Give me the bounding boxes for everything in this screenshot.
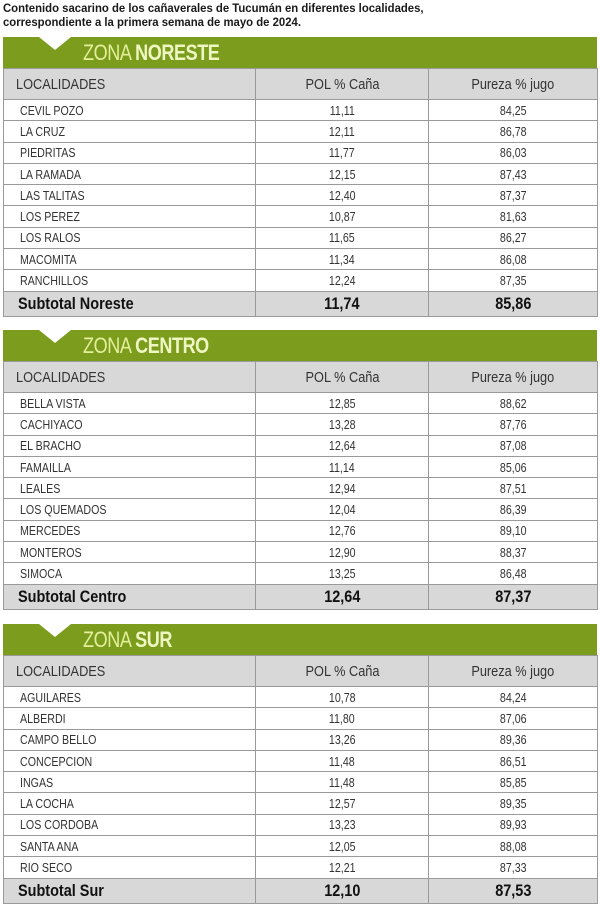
column-header-row — [4, 69, 598, 100]
column-header-localidades: LOCALIDADES — [4, 656, 256, 687]
localidad-cell: SIMOCA — [4, 563, 256, 584]
pureza-cell: 89,35 — [429, 793, 598, 814]
caption-line-2: correspondiente a la primera semana de mayo de 2024. — [3, 14, 301, 29]
localidad-cell: MACOMITA — [4, 249, 256, 270]
localidad-cell: LOS CORDOBA — [4, 814, 256, 835]
table-row — [4, 393, 598, 414]
table-row — [4, 708, 598, 729]
table-row — [4, 729, 598, 750]
localidad-cell: LOS QUEMADOS — [4, 499, 256, 520]
zone-header-band — [3, 330, 597, 361]
pureza-cell: 87,37 — [429, 185, 598, 206]
localidad-cell: BELLA VISTA — [4, 393, 256, 414]
localidad-cell: LA CRUZ — [4, 121, 256, 142]
localidad-cell: LA RAMADA — [4, 163, 256, 184]
pureza-cell: 86,78 — [429, 121, 598, 142]
pol-cell: 12,15 — [256, 163, 429, 184]
localidad-cell: RIO SECO — [4, 857, 256, 878]
notch-arrow-icon — [39, 37, 71, 50]
pureza-cell: 89,36 — [429, 729, 598, 750]
pol-cell: 12,05 — [256, 836, 429, 857]
subtotal-pureza: 85,86 — [429, 291, 598, 316]
table-row — [4, 687, 598, 708]
caption — [3, 2, 555, 29]
localidad-cell: MONTEROS — [4, 542, 256, 563]
pureza-cell: 87,06 — [429, 708, 598, 729]
pureza-cell: 87,76 — [429, 414, 598, 435]
column-header-pol: POL % Caña — [256, 362, 429, 393]
table-row — [4, 414, 598, 435]
localidad-cell: PIEDRITAS — [4, 142, 256, 163]
pureza-cell: 85,06 — [429, 456, 598, 477]
column-header-localidades: LOCALIDADES — [4, 362, 256, 393]
column-header-row — [4, 362, 598, 393]
localidad-cell: SANTA ANA — [4, 836, 256, 857]
zone-table — [3, 68, 598, 317]
zone-sur — [3, 624, 597, 904]
localidad-cell: EL BRACHO — [4, 435, 256, 456]
pol-cell: 11,48 — [256, 750, 429, 771]
pol-cell: 11,65 — [256, 227, 429, 248]
zone-table — [3, 655, 598, 904]
zone-header-band — [3, 624, 597, 655]
localidad-cell: LA COCHA — [4, 793, 256, 814]
column-header-localidades: LOCALIDADES — [4, 69, 256, 100]
table-row — [4, 793, 598, 814]
pol-cell: 11,11 — [256, 100, 429, 121]
pureza-cell: 89,93 — [429, 814, 598, 835]
subtotal-row — [4, 878, 598, 903]
table-row — [4, 142, 598, 163]
subtotal-label: Subtotal Sur — [4, 878, 256, 903]
column-header-pureza: Pureza % jugo — [429, 362, 598, 393]
subtotal-pol: 12,10 — [256, 878, 429, 903]
table-row — [4, 857, 598, 878]
table-row — [4, 750, 598, 771]
pureza-cell: 81,63 — [429, 206, 598, 227]
pol-cell: 10,87 — [256, 206, 429, 227]
table-row — [4, 206, 598, 227]
pol-cell: 12,76 — [256, 520, 429, 541]
table-row — [4, 836, 598, 857]
table-row — [4, 478, 598, 499]
subtotal-pureza: 87,53 — [429, 878, 598, 903]
table-row — [4, 456, 598, 477]
pol-cell: 11,77 — [256, 142, 429, 163]
pol-cell: 13,28 — [256, 414, 429, 435]
zone-centro — [3, 330, 597, 610]
notch-arrow-icon — [39, 624, 71, 637]
pol-cell: 11,48 — [256, 772, 429, 793]
table-row — [4, 163, 598, 184]
subtotal-row — [4, 584, 598, 609]
pol-cell: 12,85 — [256, 393, 429, 414]
zone-title: ZONA CENTRO — [83, 333, 209, 358]
localidad-cell: MERCEDES — [4, 520, 256, 541]
localidad-cell: LAS TALITAS — [4, 185, 256, 206]
pureza-cell: 89,10 — [429, 520, 598, 541]
pol-cell: 11,80 — [256, 708, 429, 729]
localidad-cell: CACHIYACO — [4, 414, 256, 435]
pol-cell: 12,64 — [256, 435, 429, 456]
localidad-cell: ALBERDI — [4, 708, 256, 729]
pureza-cell: 87,33 — [429, 857, 598, 878]
pureza-cell: 86,48 — [429, 563, 598, 584]
pol-cell: 12,24 — [256, 270, 429, 291]
pureza-cell: 86,51 — [429, 750, 598, 771]
pol-cell: 12,04 — [256, 499, 429, 520]
localidad-cell: INGAS — [4, 772, 256, 793]
table-row — [4, 185, 598, 206]
pureza-cell: 84,24 — [429, 687, 598, 708]
subtotal-pol: 11,74 — [256, 291, 429, 316]
zone-header-band — [3, 37, 597, 68]
table-row — [4, 499, 598, 520]
localidad-cell: LOS RALOS — [4, 227, 256, 248]
table-row — [4, 542, 598, 563]
column-header-pol: POL % Caña — [256, 69, 429, 100]
pureza-cell: 87,43 — [429, 163, 598, 184]
table-row — [4, 520, 598, 541]
column-header-row — [4, 656, 598, 687]
subtotal-pureza: 87,37 — [429, 584, 598, 609]
table-row — [4, 121, 598, 142]
pol-cell: 12,94 — [256, 478, 429, 499]
table-row — [4, 249, 598, 270]
pol-cell: 13,23 — [256, 814, 429, 835]
pol-cell: 13,25 — [256, 563, 429, 584]
table-row — [4, 435, 598, 456]
zone-title: ZONA NORESTE — [83, 40, 220, 65]
caption-line-1: Contenido sacarino de los cañaverales de Tucumán en diferentes localidades, — [3, 1, 424, 15]
pol-cell: 10,78 — [256, 687, 429, 708]
pol-cell: 12,57 — [256, 793, 429, 814]
table-row — [4, 563, 598, 584]
pureza-cell: 88,08 — [429, 836, 598, 857]
localidad-cell: LEALES — [4, 478, 256, 499]
pureza-cell: 87,08 — [429, 435, 598, 456]
pol-cell: 13,26 — [256, 729, 429, 750]
pureza-cell: 86,39 — [429, 499, 598, 520]
pol-cell: 12,40 — [256, 185, 429, 206]
subtotal-label: Subtotal Noreste — [4, 291, 256, 316]
subtotal-pol: 12,64 — [256, 584, 429, 609]
zone-table — [3, 361, 598, 610]
pureza-cell: 87,51 — [429, 478, 598, 499]
column-header-pol: POL % Caña — [256, 656, 429, 687]
pureza-cell: 85,85 — [429, 772, 598, 793]
localidad-cell: AGUILARES — [4, 687, 256, 708]
zone-noreste — [3, 37, 597, 317]
pureza-cell: 86,27 — [429, 227, 598, 248]
notch-arrow-icon — [39, 330, 71, 343]
pureza-cell: 88,37 — [429, 542, 598, 563]
table-row — [4, 814, 598, 835]
column-header-pureza: Pureza % jugo — [429, 656, 598, 687]
pol-cell: 12,90 — [256, 542, 429, 563]
pureza-cell: 88,62 — [429, 393, 598, 414]
pol-cell: 12,21 — [256, 857, 429, 878]
pureza-cell: 86,03 — [429, 142, 598, 163]
localidad-cell: FAMAILLA — [4, 456, 256, 477]
subtotal-row — [4, 291, 598, 316]
localidad-cell: CAMPO BELLO — [4, 729, 256, 750]
pureza-cell: 84,25 — [429, 100, 598, 121]
column-header-pureza: Pureza % jugo — [429, 69, 598, 100]
zone-title: ZONA SUR — [83, 627, 172, 652]
table-row — [4, 227, 598, 248]
localidad-cell: RANCHILLOS — [4, 270, 256, 291]
pol-cell: 11,34 — [256, 249, 429, 270]
table-row — [4, 100, 598, 121]
pol-cell: 11,14 — [256, 456, 429, 477]
subtotal-label: Subtotal Centro — [4, 584, 256, 609]
table-row — [4, 270, 598, 291]
localidad-cell: LOS PEREZ — [4, 206, 256, 227]
pureza-cell: 86,08 — [429, 249, 598, 270]
pol-cell: 12,11 — [256, 121, 429, 142]
localidad-cell: CONCEPCION — [4, 750, 256, 771]
localidad-cell: CEVIL POZO — [4, 100, 256, 121]
pureza-cell: 87,35 — [429, 270, 598, 291]
table-row — [4, 772, 598, 793]
